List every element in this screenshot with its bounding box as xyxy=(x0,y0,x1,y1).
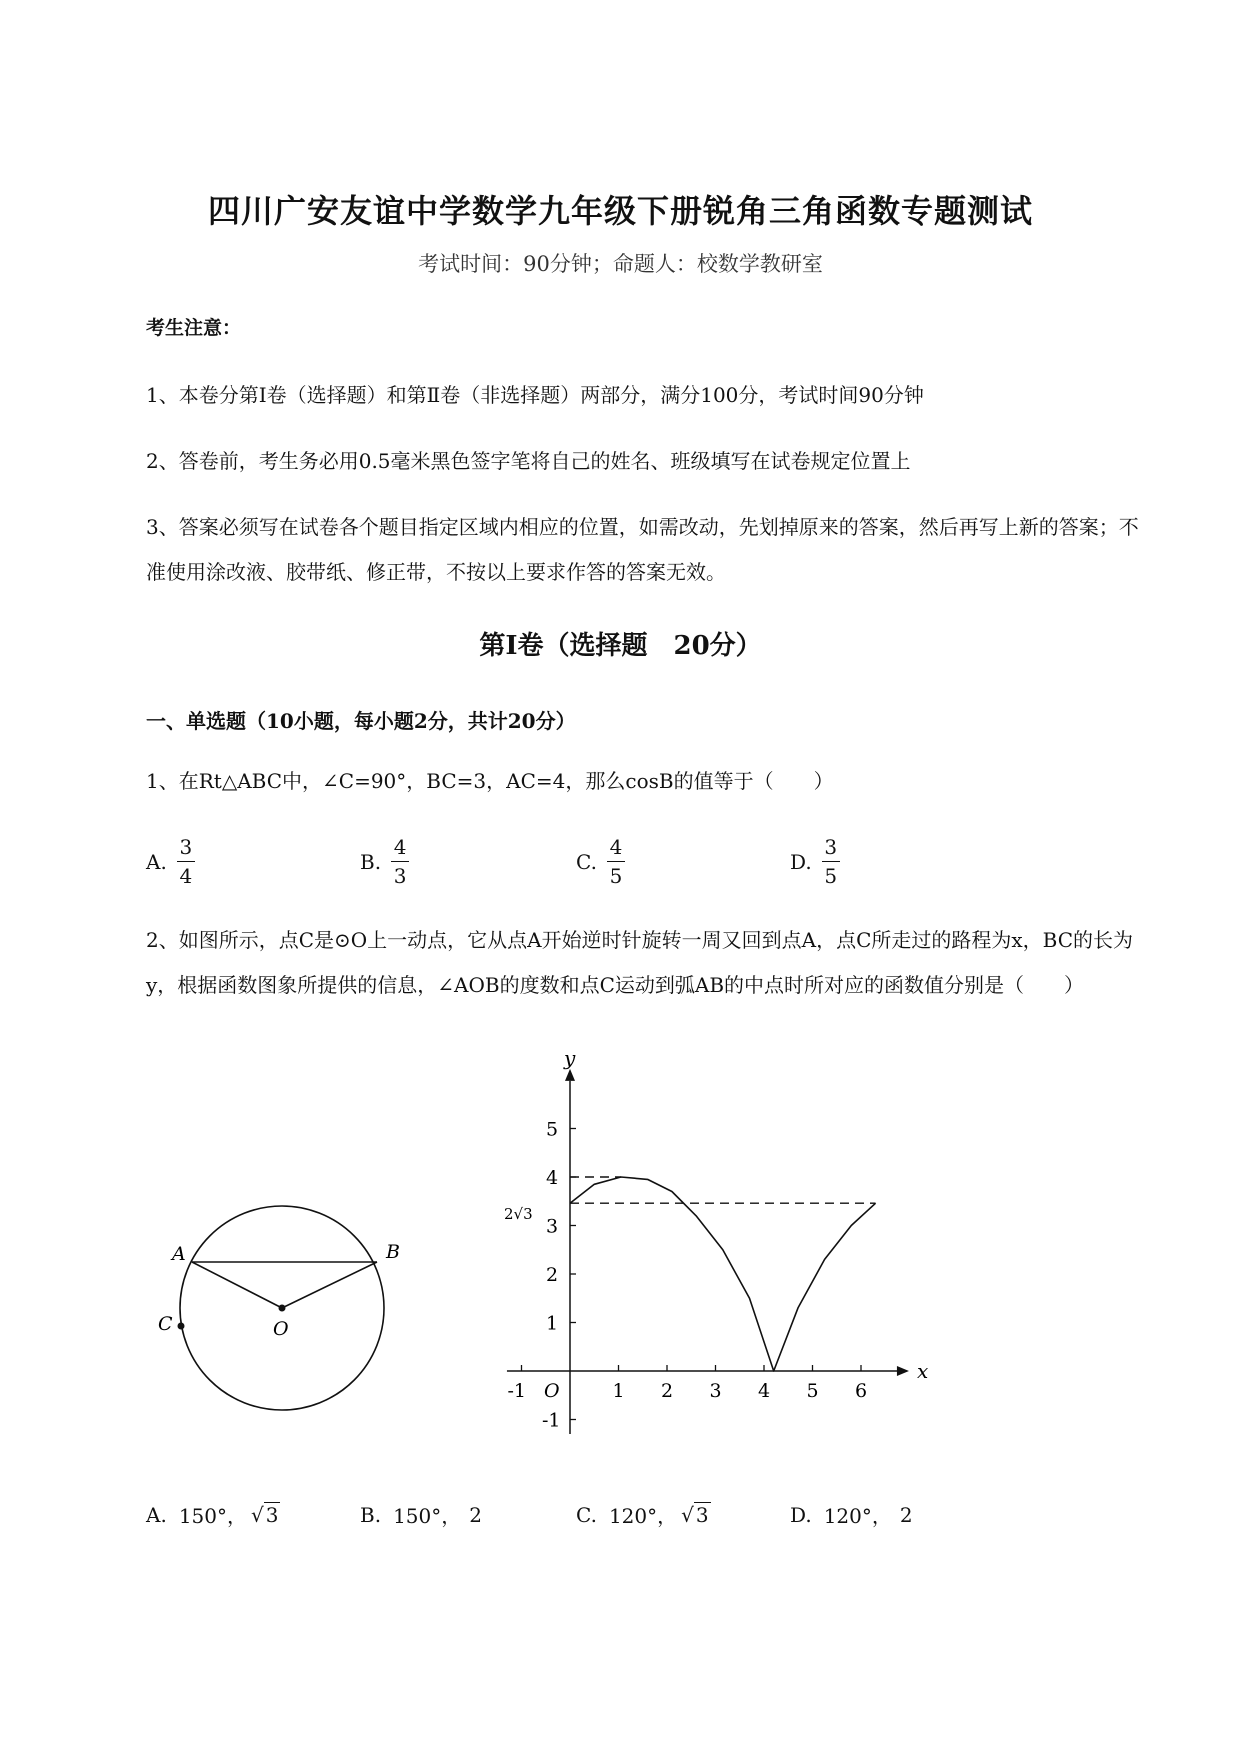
q2-option-c[interactable] xyxy=(576,1500,711,1529)
radius-ob xyxy=(282,1262,377,1308)
denominator: 4 xyxy=(179,864,193,888)
q1-option-b[interactable] xyxy=(360,835,409,888)
x-tick-label: -1 xyxy=(507,1380,527,1402)
fraction xyxy=(822,835,840,888)
q2-option-a[interactable] xyxy=(146,1500,280,1529)
y-axis-arrow xyxy=(565,1069,575,1081)
numerator: 3 xyxy=(824,835,838,859)
q1-option-a[interactable] xyxy=(146,835,195,888)
point-c xyxy=(178,1323,185,1330)
option-label: C. xyxy=(576,849,597,874)
numerator: 4 xyxy=(609,835,623,859)
denominator: 5 xyxy=(609,864,623,888)
y-tick-label: 1 xyxy=(546,1312,559,1335)
x-axis-arrow xyxy=(897,1366,909,1376)
page-subtitle: 考试时间：90分钟；命题人：校数学教研室 xyxy=(418,252,823,276)
label-c: C xyxy=(158,1313,173,1335)
sqrt-expression: √ 3 xyxy=(681,1502,709,1527)
y-tick-label: 5 xyxy=(546,1118,559,1141)
option-label: D. xyxy=(790,849,812,874)
option-angle: 120°， xyxy=(823,1504,892,1528)
fraction xyxy=(607,835,625,888)
notice-item-3: 3、答案必须写在试卷各个题目指定区域内相应的位置，如需改动，先划掉原来的答案，然后再写上新的答案；不准使用涂改液、胶带纸、修正带，不按以上要求作答的答案无效。 xyxy=(146,515,1139,584)
option-angle: 150°， xyxy=(178,1504,247,1528)
label-o: O xyxy=(273,1318,289,1340)
sqrt-expression: √ 3 xyxy=(251,1502,279,1527)
function-curve xyxy=(570,1177,876,1371)
x-tick-label: 4 xyxy=(758,1380,771,1402)
center-point xyxy=(279,1305,286,1312)
option-angle: 150°， xyxy=(393,1504,462,1528)
x-tick-label: 3 xyxy=(709,1380,722,1402)
q1-option-c[interactable] xyxy=(576,835,625,888)
numerator: 4 xyxy=(393,835,407,859)
x-tick-label: 5 xyxy=(806,1380,819,1402)
question-2-text: 2、如图所示，点C是⊙O上一动点，它从点A开始逆时针旋转一周又回到点A，点C所走过的路程为x，BC的长为y，根据函数图象所提供的信息，∠AOB的度数和点C运动到弧AB的中点时所对应的函数值分别是（ ） xyxy=(146,928,1134,997)
fraction xyxy=(391,835,409,888)
option-label: B. xyxy=(360,1502,382,1527)
label-a: A xyxy=(172,1243,186,1265)
x-tick-label: 1 xyxy=(612,1380,625,1402)
fraction-bar xyxy=(822,861,840,862)
y-axis-label: y xyxy=(564,1045,576,1070)
y-tick-label: 4 xyxy=(546,1167,559,1189)
radicand: 3 xyxy=(695,1502,709,1527)
numerator: 3 xyxy=(179,835,193,859)
option-label: A. xyxy=(146,849,167,874)
q1-option-d[interactable] xyxy=(790,835,840,888)
y-tick-label: 2 xyxy=(546,1264,559,1286)
option-label: A. xyxy=(146,1502,167,1527)
radius-oa xyxy=(192,1262,282,1308)
notice-item-2: 2、答卷前，考生务必用0.5毫米黑色签字笔将自己的姓名、班级填写在试卷规定位置上 xyxy=(146,449,911,473)
option-label: C. xyxy=(576,1502,597,1527)
fraction xyxy=(177,835,195,888)
q2-option-b[interactable] xyxy=(360,1500,482,1529)
notice-heading: 考生注意： xyxy=(146,317,242,339)
x-tick-label: 2 xyxy=(661,1380,674,1402)
question-1-text: 1、在Rt△ABC中，∠C=90°，BC=3，AC=4，那么cosB的值等于（ ） xyxy=(146,769,834,793)
y-tick-label: 3 xyxy=(546,1215,559,1238)
section-title: 第I卷（选择题 20分） xyxy=(479,631,762,661)
x-tick-label: 6 xyxy=(855,1380,868,1402)
part-heading: 一、单选题（10小题，每小题2分，共计20分） xyxy=(146,709,576,733)
notice-item-1: 1、本卷分第I卷（选择题）和第Ⅱ卷（非选择题）两部分，满分100分，考试时间90分钟 xyxy=(146,383,924,407)
function-graph xyxy=(490,1045,950,1432)
x-axis-label: x xyxy=(916,1359,929,1383)
circle-figure xyxy=(150,1180,410,1430)
radicand: 3 xyxy=(265,1502,279,1527)
special-tick-label: 2√3 xyxy=(504,1205,533,1224)
fraction-bar xyxy=(391,861,409,862)
q2-option-d[interactable] xyxy=(790,1500,913,1529)
denominator: 3 xyxy=(393,864,407,888)
option-label: D. xyxy=(790,1502,812,1527)
origin-label: O xyxy=(544,1380,560,1402)
option-angle: 120°， xyxy=(608,1504,678,1528)
denominator: 5 xyxy=(824,864,838,888)
fraction-bar xyxy=(607,861,625,862)
option-value: 2 xyxy=(899,1502,913,1527)
label-b: B xyxy=(386,1241,400,1263)
fraction-bar xyxy=(177,861,195,862)
option-label: B. xyxy=(360,849,382,874)
y-tick-label: -1 xyxy=(542,1409,561,1432)
option-value: 2 xyxy=(469,1502,482,1527)
page-title: 四川广安友谊中学数学九年级下册锐角三角函数专题测试 xyxy=(207,192,1033,230)
